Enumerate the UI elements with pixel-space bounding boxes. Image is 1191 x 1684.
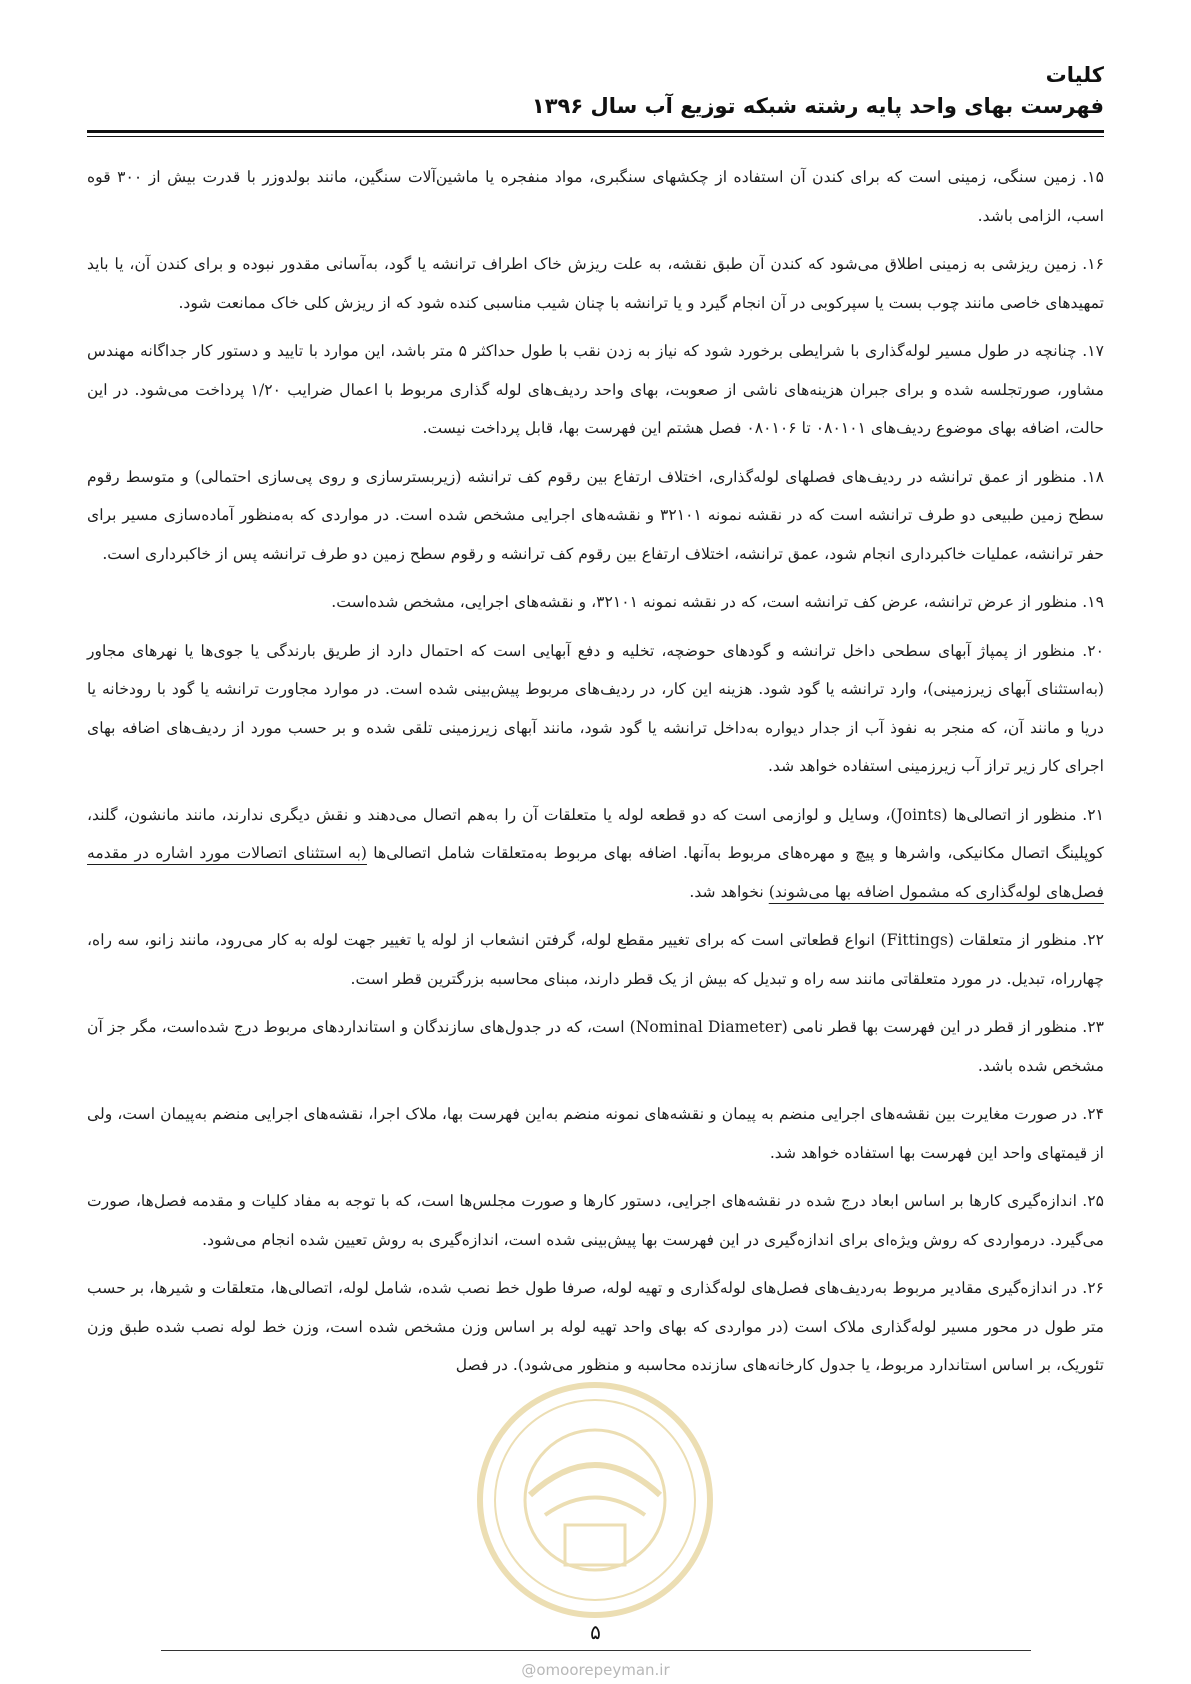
watermark-seal-icon — [470, 1375, 720, 1625]
paragraph-19: ۱۹. منظور از عرض ترانشه، عرض کف ترانشه است، که در نقشه نمونه ۳۲۱۰۱، و نقشه‌های اجرایی، مشخص شده‌است. — [331, 593, 1104, 611]
page-header — [87, 60, 1104, 122]
paragraph-24: ۲۴. در صورت مغایرت بین نقشه‌های اجرایی منضم به پیمان و نقشه‌های نمونه منضم به‌این فهرست بها، ملاک اجرا، نقشه‌های اجرایی منضم به‌پیمان است، ولی از قیمتهای واحد این فهرست بها استفاده خواهد شد. — [87, 1105, 1104, 1162]
header-rule-thick — [87, 130, 1104, 133]
page-number: ۵ — [590, 1620, 601, 1644]
paragraph-21 — [87, 796, 1104, 912]
paragraph-16: ۱۶. زمین ریزشی به زمینی اطلاق می‌شود که کندن آن طبق نقشه، به علت ریزش خاک اطراف ترانشه یا گود، به‌آسانی مقدور نبوده و برای کندن آن، یا باید تمهیدهای خاصی مانند چوب بست یا سپرکوبی در آن انجام گیرد و یا ترانشه با چنان شیب مناسبی کنده شود که از ریزش کلی خاک ممانعت شود. — [87, 255, 1104, 312]
paragraph-26: ۲۶. در اندازه‌گیری مقادیر مربوط به‌ردیف‌های فصل‌های لوله‌گذاری و تهیه لوله، صرفا طول خط نصب شده، شامل لوله، اتصالی‌ها، متعلقات و شیرها، بر حسب متر طول در محور مسیر لوله‌گذاری ملاک است (در مواردی که بهای واحد تهیه لوله بر اساس وزن مشخص شده است، وزن خط لوله نصب شده طبق وزن تئوریک، بر اساس استاندارد مربوط، یا جدول کارخانه‌های سازنده محاسبه و منظور می‌شود). در فصل — [87, 1279, 1104, 1374]
paragraph-20: ۲۰. منظور از پمپاژ آبهای سطحی داخل ترانشه و گودهای حوضچه، تخلیه و دفع آبهایی است که احتمال دارد از طریق بارندگی یا جوی‌ها یا نهرهای مجاور (به‌استثنای آبهای زیرزمینی)، وارد ترانشه یا گود شود. هزینه این کار، در ردیف‌های مربوط پیش‌بینی شده است. در موارد مجاورت ترانشه یا گود با رودخانه یا دریا و مانند آن، که منجر به نفوذ آب از جدار دیواره به‌داخل ترانشه یا گود شود، مانند آبهای زیرزمینی تلقی شده و بر حسب مورد از ردیف‌های اضافه بهای اجرای کار زیر تراز آب زیرزمینی استفاده خواهد شد. — [87, 641, 1104, 775]
header-title: کلیات — [1045, 63, 1104, 87]
paragraph-17: ۱۷. چنانچه در طول مسیر لوله‌گذاری با شرایطی برخورد شود که نیاز به زدن نقب با طول حداکثر ۵ متر باشد، این موارد با تایید و دستور کار جداگانه مهندس مشاور، صورتجلسه شده و برای جبران هزینه‌های ناشی از صعوبت، بهای واحد ردیف‌های لوله گذاری مربوط با اعمال ضرایب ۱/۲۰ پرداخت می‌شود. در این حالت، اضافه بهای موضوع ردیف‌های ۰۸۰۱۰۱ تا ۰۸۰۱۰۶ فصل هشتم این فهرست بها، قابل پرداخت نیست. — [87, 342, 1104, 437]
paragraph-21-text: ۲۱. منظور از اتصالی‌ها (Joints)، وسایل و لوازمی است که دو قطعه لوله یا متعلقات آن را به‌هم اتصال می‌دهند و نقش دیگری ندارند، مانند مانشون، گلند، کوپلینگ اتصال مکانیکی، واشرها و پیچ و مهره‌های مربوط به‌آنها. اضافه بهای مربوط به‌متعلقات شامل اتصالی‌ها — [87, 805, 1104, 862]
body-content — [87, 158, 1104, 1395]
paragraph-25: ۲۵. اندازه‌گیری کارها بر اساس ابعاد درج شده در نقشه‌های اجرایی، دستور کارها و صورت مجلس‌ها است، که با توجه به مفاد کلیات و مقدمه فصل‌ها، صورت می‌گیرد. درمواردی که روش ویژه‌ای برای اندازه‌گیری در این فهرست بها پیش‌بینی شده است، اندازه‌گیری به روش تعیین شده انجام می‌شود. — [87, 1192, 1104, 1249]
paragraph-21-tail: نخواهد شد. — [689, 882, 769, 901]
paragraph-23: ۲۳. منظور از قطر در این فهرست بها قطر نامی (Nominal Diameter) است، که در جدول‌های سازندگان و استانداردهای مربوط درج شده‌است، مگر جز آن مشخص شده باشد. — [87, 1018, 1104, 1075]
header-rule-thin — [87, 136, 1104, 137]
footer-rule — [161, 1650, 1031, 1651]
paragraph-21-underlined: (به استثنای اتصالات مورد اشاره در مقدمه فصل‌های لوله‌گذاری که مشمول اضافه بها می‌شوند) — [87, 844, 1104, 901]
paragraph-15: ۱۵. زمین سنگی، زمینی است که برای کندن آن استفاده از چکشهای سنگبری، مواد منفجره یا ماشین‌آلات سنگین، مانند بولدوزر با قدرت بیش از ۳۰۰ قوه اسب، الزامی باشد. — [87, 168, 1105, 225]
paragraph-18: ۱۸. منظور از عمق ترانشه در ردیف‌های فصلهای لوله‌گذاری، اختلاف ارتفاع بین رقوم کف ترانشه (زیربسترسازی و روی پی‌سازی احتمالی) و متوسط رقوم سطح زمین طبیعی دو طرف ترانشه است که در نقشه نمونه ۳۲۱۰۱ و نقشه‌های اجرایی مشخص شده است. در مواردی که به‌منظور آماده‌سازی مسیر برای حفر ترانشه، عملیات خاکبرداری انجام شود، عمق ترانشه، اختلاف ارتفاع بین رقوم کف ترانشه و رقوم سطح زمین دو طرف ترانشه پس از خاکبرداری است. — [87, 467, 1104, 563]
header-subtitle: فهرست بهای واحد پایه رشته شبکه توزیع آب سال ۱۳۹۶ — [531, 94, 1104, 118]
paragraph-22: ۲۲. منظور از متعلقات (Fittings) انواع قطعاتی است که برای تغییر مقطع لوله، گرفتن انشعاب از لوله یا تغییر جهت لوله به کار می‌رود، مانند زانو، سه راه، چهارراه، تبدیل. در مورد متعلقاتی مانند سه راه و تبدیل که بیش از یک قطر دارند، مبنای محاسبه بزرگترین قطر است. — [87, 931, 1104, 988]
watermark-text: @omoorepeyman.ir — [521, 1661, 670, 1679]
